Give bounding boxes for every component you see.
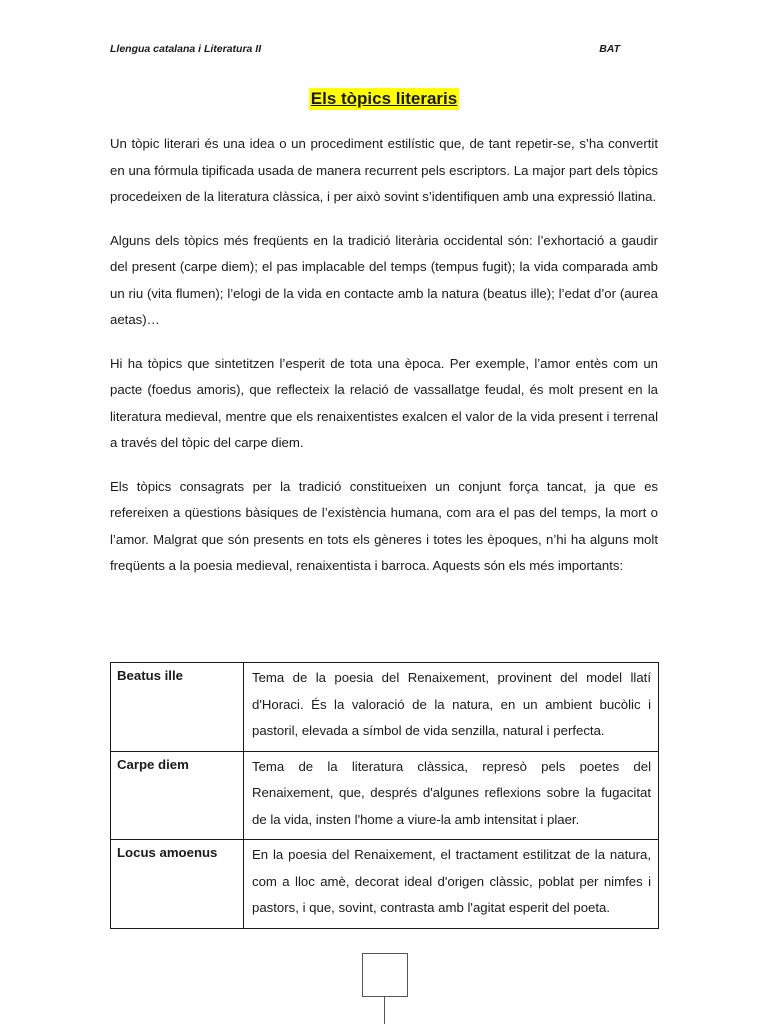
table-row (111, 840, 659, 929)
paragraph-frequent-topics: Alguns dels tòpics més freqüents en la tradició literària occidental són: l’exhortació a gaudir del present (carpe diem); el pas implacable del temps (tempus fugit); la vida comparada amb un riu (vita flumen); l’elogi de la vida en contacte amb la natura (beatus ille); l’edat d’or (aurea aetas)… (110, 232, 658, 327)
document-title: Els tòpics literaris (310, 89, 458, 108)
page-number-box (362, 953, 408, 997)
topic-description: Tema de la poesia del Renaixement, provinent del model llatí d'Horaci. És la valoració de la natura, en un ambient bucòlic i pastoril, elevada a símbol de vida senzilla, natural i perfecta. (244, 663, 659, 752)
table-row (111, 751, 659, 840)
topic-term: Carpe diem (111, 751, 244, 840)
header-level: BAT (599, 43, 620, 55)
topic-term: Locus amoenus (111, 840, 244, 929)
page-number-connector (384, 996, 385, 1024)
table-row (111, 663, 659, 752)
body-text (110, 131, 658, 597)
topic-term: Beatus ille (111, 663, 244, 752)
header-course-title: Llengua catalana i Literatura II (110, 43, 262, 55)
topic-description: Tema de la literatura clàssica, represò pels poetes del Renaixement, que, després d'algunes reflexions sobre la fugacitat de la vida, insten l'home a viure-la amb intensitat i plaer. (244, 751, 659, 840)
paragraph-epoch-topics: Hi ha tòpics que sintetitzen l’esperit de tota una època. Per exemple, l’amor entès com un pacte (foedus amoris), que reflecteix la relació de vassallatge feudal, és molt present en la literatura medieval, mentre que els renaixentistes exalcen el valor de la vida present i terrenal a través del tòpic del carpe diem. (110, 355, 658, 450)
paragraph-definition: Un tòpic literari és una idea o un procediment estilístic que, de tant repetir-se, s’ha convertit en una fórmula tipificada usada de manera recurrent pels escriptors. La major part dels tòpics procedeixen de la literatura clàssica, i per això sovint s’identifiquen amb una expressió llatina. (110, 136, 658, 204)
topics-table (110, 662, 659, 929)
title-container (0, 88, 768, 110)
paragraph-consecrated-topics: Els tòpics consagrats per la tradició constitueixen un conjunt força tancat, ja que es refereixen a qüestions bàsiques de l’existència humana, com ara el pas del temps, la mort o l’amor. Malgrat que són presents en tots els gèneres i totes les èpoques, n’hi ha alguns molt freqüents a la poesia medieval, renaixentista i barroca. Aquests són els més importants: (110, 478, 658, 573)
topic-description: En la poesia del Renaixement, el tractament estilitzat de la natura, com a lloc amè, decorat ideal d'origen clàssic, poblat per nimfes i pastors, i que, sovint, contrasta amb l'agitat esperit del poeta. (244, 840, 659, 929)
